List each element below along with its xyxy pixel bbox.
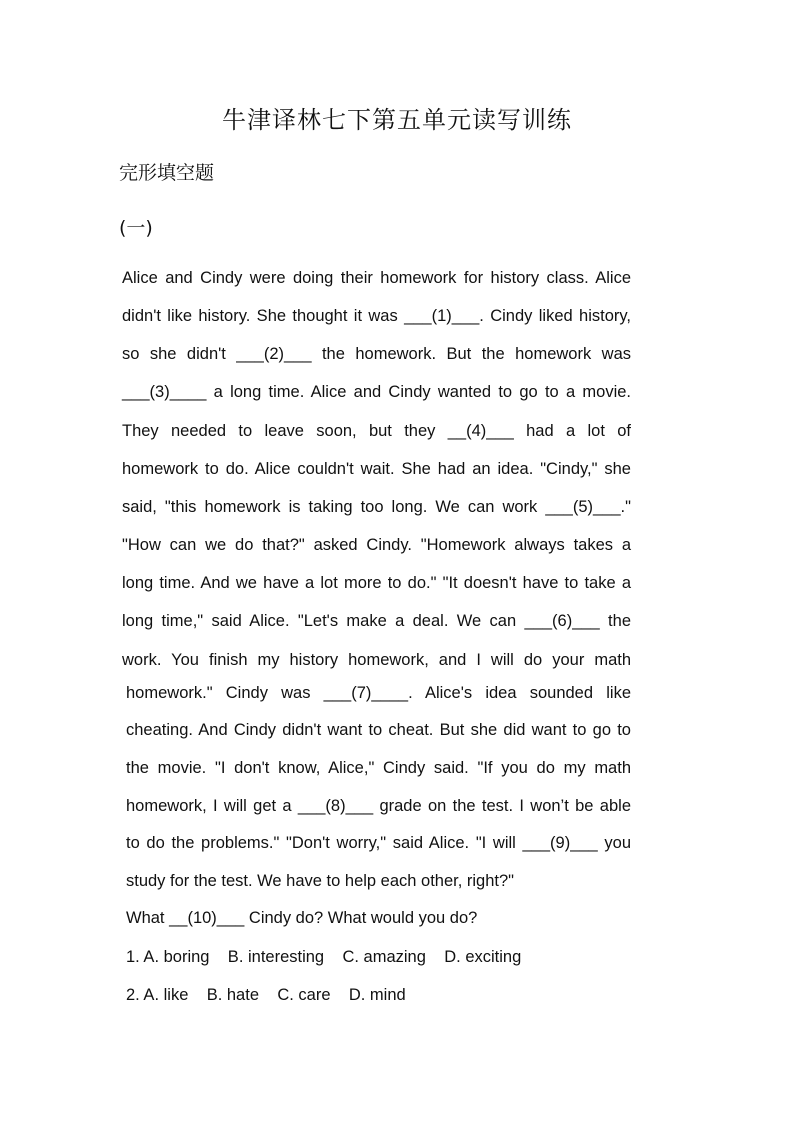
- question-option-line: 1. A. boring B. interesting C. amazing D. exciting: [126, 948, 522, 966]
- passage-line: homework to do. Alice couldn't wait. She had an idea. "Cindy," she: [122, 460, 631, 478]
- passage-line: cheating. And Cindy didn't want to cheat. But she did want to go to: [126, 721, 631, 739]
- document-title: 牛津译林七下第五单元读写训练: [222, 106, 572, 134]
- passage-line: said, "this homework is taking too long. We can work ___(5)___.": [122, 498, 631, 516]
- passage-line: homework." Cindy was ___(7)____. Alice's idea sounded like: [126, 684, 631, 702]
- passage-line: long time. And we have a lot more to do." "It doesn't have to take a: [122, 574, 631, 592]
- passage-line: work. You finish my history homework, and I will do your math: [122, 651, 631, 669]
- passage-line: so she didn't ___(2)___ the homework. But the homework was: [122, 345, 631, 363]
- question-option-line: 2. A. like B. hate C. care D. mind: [126, 986, 406, 1004]
- passage-line: What __(10)___ Cindy do? What would you do?: [126, 909, 478, 927]
- passage-line: Alice and Cindy were doing their homework for history class. Alice: [122, 269, 631, 287]
- passage-line: They needed to leave soon, but they __(4)___ had a lot of: [122, 422, 631, 440]
- section-heading: 完形填空题: [119, 162, 215, 184]
- subsection-heading: (一): [119, 217, 153, 239]
- passage-line: homework, I will get a ___(8)___ grade on the test. I won’t be able: [126, 797, 631, 815]
- passage-line: "How can we do that?" asked Cindy. "Homework always takes a: [122, 536, 631, 554]
- passage-line: ___(3)____ a long time. Alice and Cindy wanted to go to a movie.: [122, 383, 631, 401]
- passage-line: to do the problems." "Don't worry," said Alice. "I will ___(9)___ you: [126, 834, 631, 852]
- passage-line: study for the test. We have to help each other, right?": [126, 872, 515, 890]
- passage-line: the movie. "I don't know, Alice," Cindy said. "If you do my math: [126, 759, 631, 777]
- passage-line: long time," said Alice. "Let's make a deal. We can ___(6)___ the: [122, 612, 631, 630]
- passage-line: didn't like history. She thought it was ___(1)___. Cindy liked history,: [122, 307, 631, 325]
